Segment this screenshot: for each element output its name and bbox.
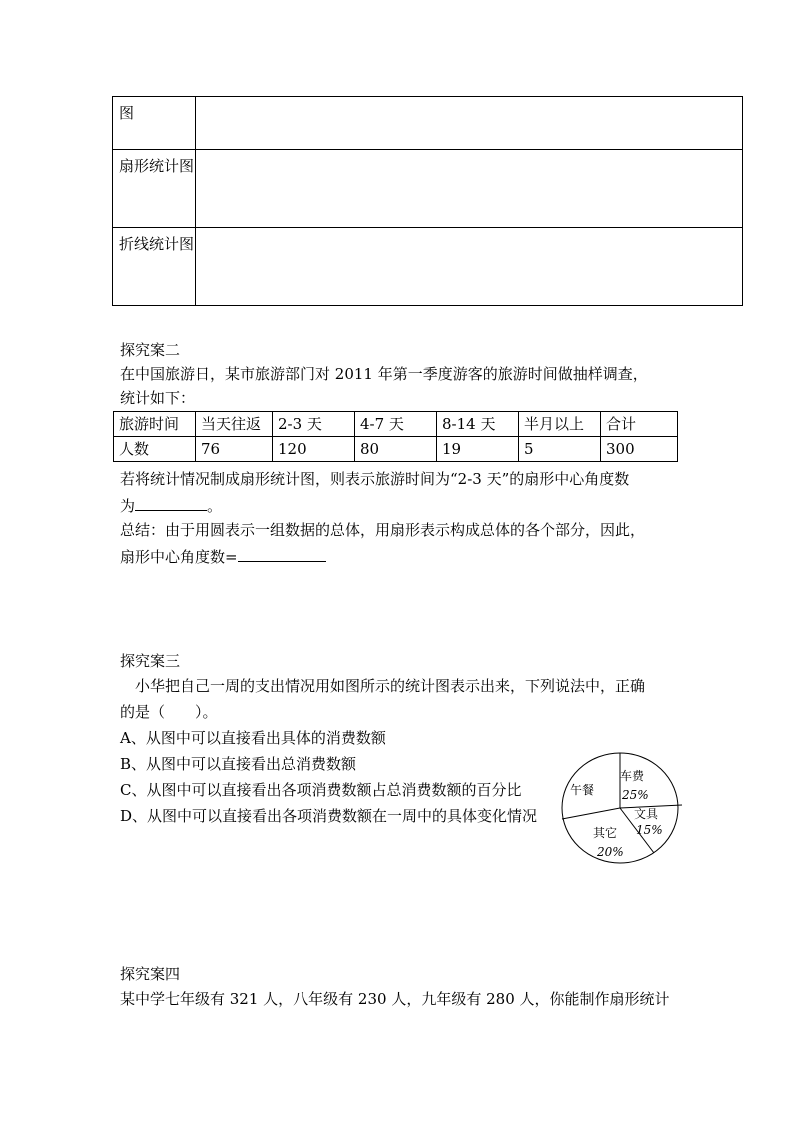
section-heading: 探究案四 <box>120 965 181 983</box>
intro-text: 在中国旅游日，某市旅游部门对 2011 年第一季度游客的旅游时间做抽样调查， <box>120 365 648 383</box>
table-cell: 19 <box>437 437 519 462</box>
section-heading: 探究案二 <box>120 341 181 359</box>
table-header: 半月以上 <box>519 412 601 437</box>
question-text: 若将统计情况制成扇形统计图，则表示旅游时间为“2-3 天”的扇形中心角度数 <box>120 470 630 488</box>
chart-type-label: 图 <box>113 97 196 150</box>
pie-pct-stationery: 15% <box>636 823 663 837</box>
expense-pie-chart <box>560 752 690 868</box>
option-b[interactable]: B、从图中可以直接看出总消费数额 <box>120 755 357 773</box>
table-header: 合计 <box>601 412 678 437</box>
chart-type-answer-cell[interactable] <box>196 150 743 228</box>
table-header: 8-14 天 <box>437 412 519 437</box>
problem-text: 某中学七年级有 321 人，八年级有 230 人，九年级有 280 人，你能制作扇形统计 <box>120 990 670 1008</box>
table-row-label: 人数 <box>114 437 196 462</box>
pie-label-other: 其它 <box>593 826 618 840</box>
pie-label-stationery: 文具 <box>634 807 659 821</box>
question-text: 的是（ ）。 <box>120 703 218 721</box>
table-header: 旅游时间 <box>114 412 196 437</box>
chart-type-label: 折线统计图 <box>113 228 196 306</box>
option-c[interactable]: C、从图中可以直接看出各项消费数额占总消费数额的百分比 <box>120 781 522 799</box>
chart-type-answer-cell[interactable] <box>196 228 743 306</box>
chart-type-label: 扇形统计图 <box>113 150 196 228</box>
table-header: 2-3 天 <box>273 412 355 437</box>
chart-type-table <box>112 96 743 306</box>
chart-type-answer-cell[interactable] <box>196 97 743 150</box>
pie-label-fare: 车费 <box>620 769 645 783</box>
table-header: 4-7 天 <box>355 412 437 437</box>
question-text: 小华把自己一周的支出情况用如图所示的统计图表示出来，下列说法中，正确 <box>135 677 646 695</box>
summary-text: 扇形中心角度数= <box>120 545 326 567</box>
pie-pct-fare: 25% <box>622 788 649 802</box>
travel-time-table <box>113 411 678 462</box>
table-cell: 80 <box>355 437 437 462</box>
question-text: 为 。 <box>120 494 222 516</box>
pie-label-lunch: 午餐 <box>570 783 595 797</box>
table-header: 当天往返 <box>196 412 273 437</box>
summary-text: 总结：由于用圆表示一组数据的总体，用扇形表示构成总体的各个部分，因此， <box>120 521 646 539</box>
section-heading: 探究案三 <box>120 652 181 670</box>
pie-pct-other: 20% <box>597 845 624 859</box>
intro-text: 统计如下： <box>120 389 196 407</box>
table-cell: 300 <box>601 437 678 462</box>
table-cell: 120 <box>273 437 355 462</box>
table-cell: 76 <box>196 437 273 462</box>
answer-blank[interactable] <box>238 545 326 562</box>
option-a[interactable]: A、从图中可以直接看出具体的消费数额 <box>120 729 386 747</box>
option-d[interactable]: D、从图中可以直接看出各项消费数额在一周中的具体变化情况 <box>120 807 538 825</box>
answer-blank[interactable] <box>135 494 207 511</box>
table-cell: 5 <box>519 437 601 462</box>
